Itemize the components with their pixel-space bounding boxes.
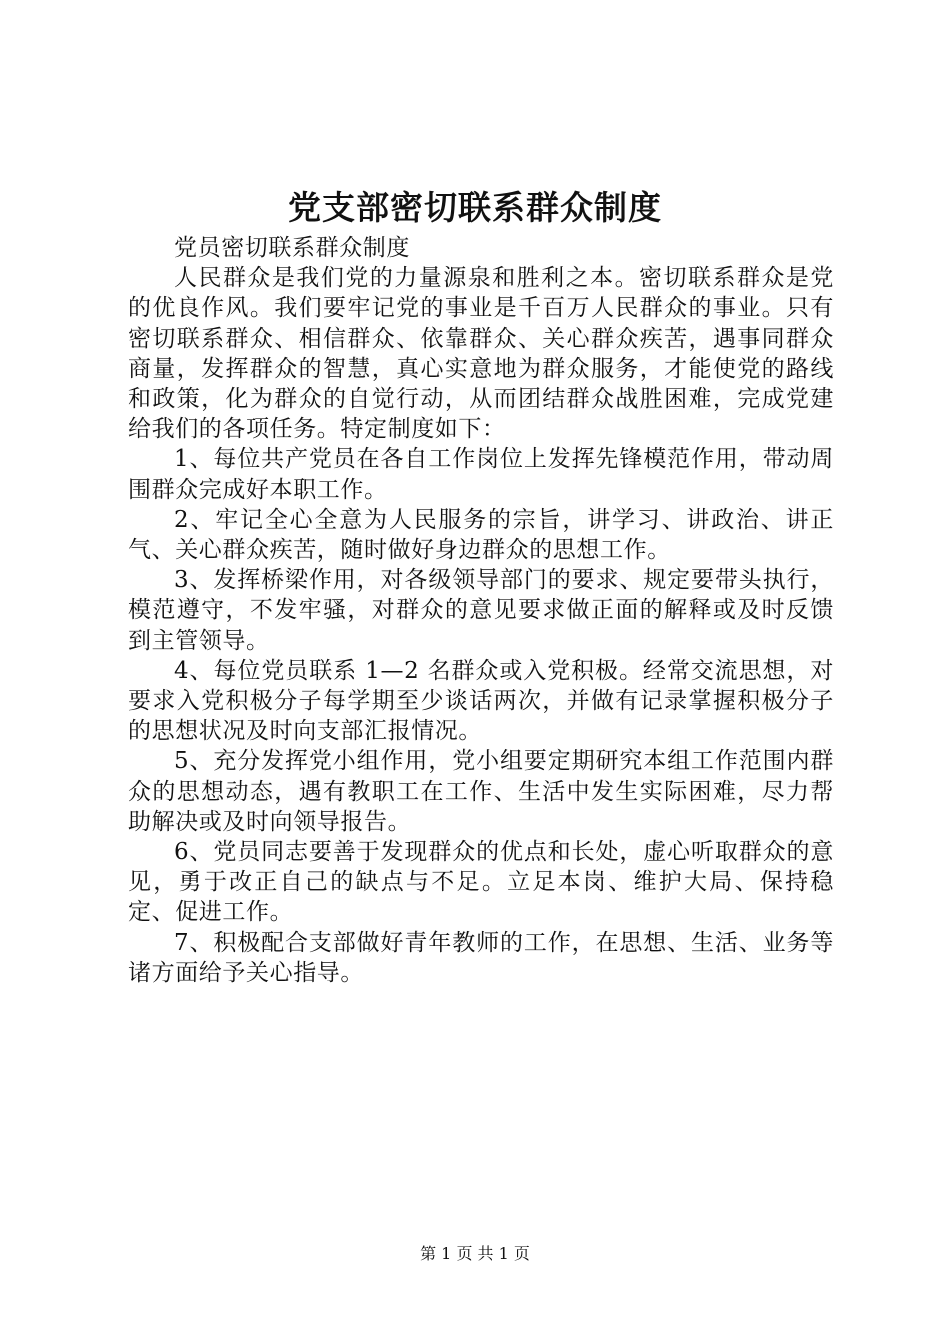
rule-item-2: 2、牢记全心全意为人民服务的宗旨，讲学习、讲政治、讲正气、关心群众疾苦，随时做好身边群众的思想工作。 [128, 506, 834, 564]
rule-item-4: 4、每位党员联系 1—2 名群众或入党积极。经常交流思想，对要求入党积极分子每学期至少谈话两次，并做有记录掌握积极分子的思想状况及时向支部汇报情况。 [128, 657, 834, 745]
document-body [128, 233, 834, 988]
document-title: 党支部密切联系群众制度 [288, 188, 662, 227]
rule-item-5: 5、充分发挥党小组作用，党小组要定期研究本组工作范围内群众的思想动态，遇有教职工在工作、生活中发生实际困难，尽力帮助解决或及时向领导报告。 [128, 748, 834, 835]
rule-item-7: 7、积极配合支部做好青年教师的工作，在思想、生活、业务等诸方面给予关心指导。 [128, 929, 834, 986]
rule-item-6: 6、党员同志要善于发现群众的优点和长处，虚心听取群众的意见，勇于改正自己的缺点与不足。立足本岗、维护大局、保持稳定、促进工作。 [128, 839, 834, 926]
rule-item-3: 3、发挥桥梁作用，对各级领导部门的要求、规定要带头执行，模范遵守，不发牢骚，对群众的意见要求做正面的解释或及时反馈到主管领导。 [128, 567, 834, 654]
rule-item-1: 1、每位共产党员在各自工作岗位上发挥先锋模范作用，带动周围群众完成好本职工作。 [128, 446, 834, 503]
document-subtitle: 党员密切联系群众制度 [174, 235, 410, 261]
page-footer: 第 1 页 共 1 页 [420, 1244, 530, 1263]
intro-paragraph: 人民群众是我们党的力量源泉和胜利之本。密切联系群众是党的优良作风。我们要牢记党的事业是千百万人民群众的事业。只有密切联系群众、相信群众、依靠群众、关心群众疾苦，遇事同群众商量，发挥群众的智慧，真心实意地为群众服务，才能使党的路线和政策，化为群众的自觉行动，从而团结群众战胜困难，完成党建给我们的各项任务。特定制度如下： [128, 265, 834, 443]
